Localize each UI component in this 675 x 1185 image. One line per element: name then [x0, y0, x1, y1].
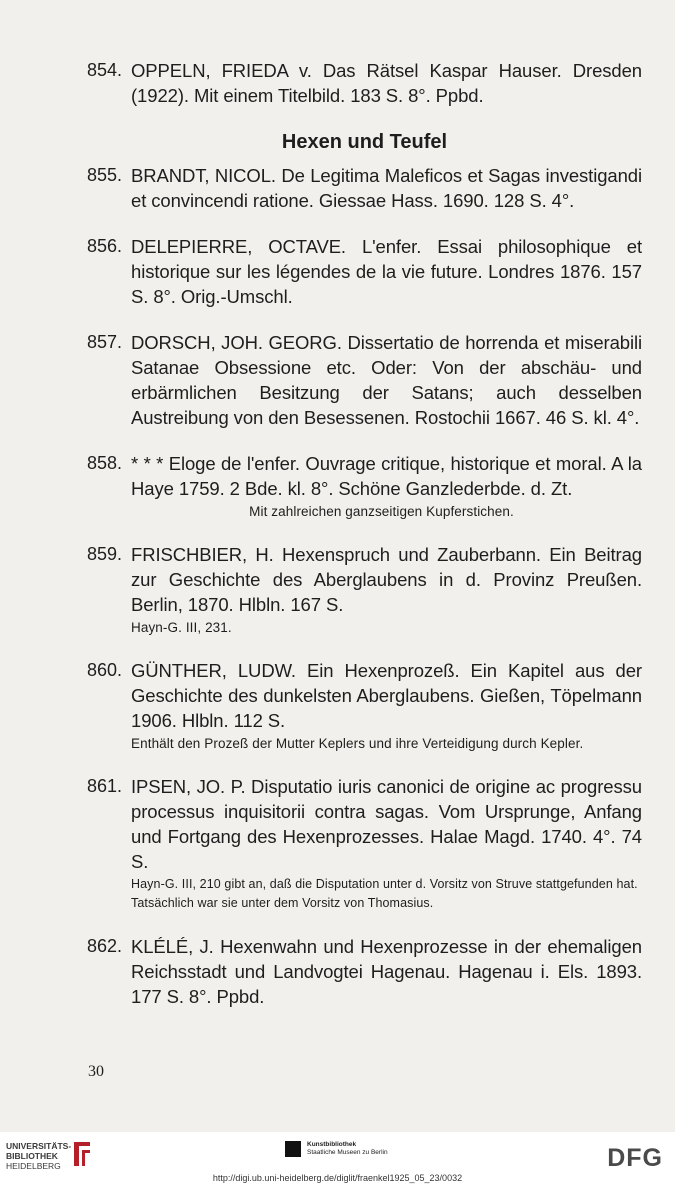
- kunstbibliothek-subtitle: Staatliche Museen zu Berlin: [307, 1149, 388, 1156]
- entry-text: DELEPIERRE, OCTAVE. L'enfer. Essai philosophique et historique sur les légendes de la vie future. Londres 1876. 157 S. 8°. Orig.-Umschl.: [131, 236, 642, 307]
- university-line-2: BIBLIOTHEK: [6, 1151, 58, 1161]
- entry-number: 861.: [87, 776, 123, 796]
- university-logo-icon: [71, 1140, 93, 1168]
- entry-number: 858.: [87, 453, 123, 473]
- catalog-entry-861: [87, 774, 642, 913]
- entry-text: DORSCH, JOH. GEORG. Dissertatio de horrenda et miserabili Satanae Obsessione etc. Oder: Von der abschäu- und erbärmlichen Besitzung der Satans; auch desselben Austreibung von den Besessenen. Rostochii 1667. 46 S. kl. 4°.: [131, 332, 642, 428]
- entry-text: BRANDT, NICOL. De Legitima Maleficos et Sagas investigandi et convincendi ratione. Giessae Hass. 1690. 128 S. 4°.: [131, 165, 642, 211]
- page-number: 30: [88, 1063, 104, 1080]
- catalog-entry-855: [87, 163, 642, 213]
- permalink-url[interactable]: http://digi.ub.uni-heidelberg.de/diglit/fraenkel1925_05_23/0032: [212, 1173, 463, 1183]
- catalog-entry-862: [87, 934, 642, 1009]
- entry-note: Enthält den Prozeß der Mutter Keplers und ihre Verteidigung durch Kepler.: [131, 736, 584, 751]
- catalog-entry-859: [87, 542, 642, 637]
- catalog-entry-858: [87, 451, 642, 521]
- university-line-3: HEIDELBERG: [6, 1161, 61, 1171]
- entry-number: 854.: [87, 60, 123, 80]
- catalog-entry-854: [87, 58, 642, 108]
- entry-text: * * * Eloge de l'enfer. Ouvrage critique, historique et moral. A la Haye 1759. 2 Bde. kl. 8°. Schöne Ganzlederbde. d. Zt.: [131, 453, 642, 499]
- entry-text: IPSEN, JO. P. Disputatio iuris canonici de origine ac progressu processus inquisitorii contra sagas. Vom Ursprunge, Anfang und Fortgang des Hexenprozesses. Halae Magd. 1740. 4°. 74 S.: [131, 776, 642, 872]
- catalog-content: [87, 58, 642, 1030]
- entry-number: 859.: [87, 544, 123, 564]
- entry-note: Mit zahlreichen ganzseitigen Kupferstichen.: [249, 504, 514, 519]
- entry-note: Hayn-G. III, 231.: [131, 620, 232, 635]
- entry-note: Hayn-G. III, 210 gibt an, daß die Disputation unter d. Vorsitz von Struve stattgefunden hat. Tatsächlich war sie unter dem Vorsitz von Thomasius.: [131, 877, 638, 910]
- kunstbibliothek-title: Kunstbibliothek: [307, 1141, 357, 1148]
- catalog-entry-860: [87, 658, 642, 753]
- kunstbibliothek-logo-icon: [285, 1141, 301, 1157]
- entry-text: KLÉLÉ, J. Hexenwahn und Hexenprozesse in der ehemaligen Reichsstadt und Landvogtei Hagenau. Hagenau i. Els. 1893. 177 S. 8°. Ppbd.: [131, 936, 642, 1007]
- entry-text: GÜNTHER, LUDW. Ein Hexenprozeß. Ein Kapitel aus der Geschichte des dunkelsten Aberglaubens. Gießen, Töpelmann 1906. Hlbln. 112 S.: [131, 660, 642, 731]
- entry-number: 857.: [87, 332, 123, 352]
- entry-number: 856.: [87, 236, 123, 256]
- catalog-entry-857: [87, 330, 642, 430]
- entry-number: 860.: [87, 660, 123, 680]
- section-heading: Hexen und Teufel: [281, 131, 448, 153]
- entry-text: OPPELN, FRIEDA v. Das Rätsel Kaspar Hauser. Dresden (1922). Mit einem Titelbild. 183 S. 8°. Ppbd.: [131, 60, 642, 106]
- entry-number: 862.: [87, 936, 123, 956]
- entry-number: 855.: [87, 165, 123, 185]
- viewer-footer: [0, 1135, 675, 1185]
- entry-text: FRISCHBIER, H. Hexenspruch und Zauberbann. Ein Beitrag zur Geschichte des Aberglaubens in d. Provinz Preußen. Berlin, 1870. Hlbln. 167 S.: [131, 544, 642, 615]
- dfg-logo[interactable]: DFG: [607, 1144, 663, 1172]
- catalog-entry-856: [87, 234, 642, 309]
- university-line-1: UNIVERSITÄTS-: [6, 1141, 72, 1151]
- university-library-label[interactable]: [6, 1141, 71, 1171]
